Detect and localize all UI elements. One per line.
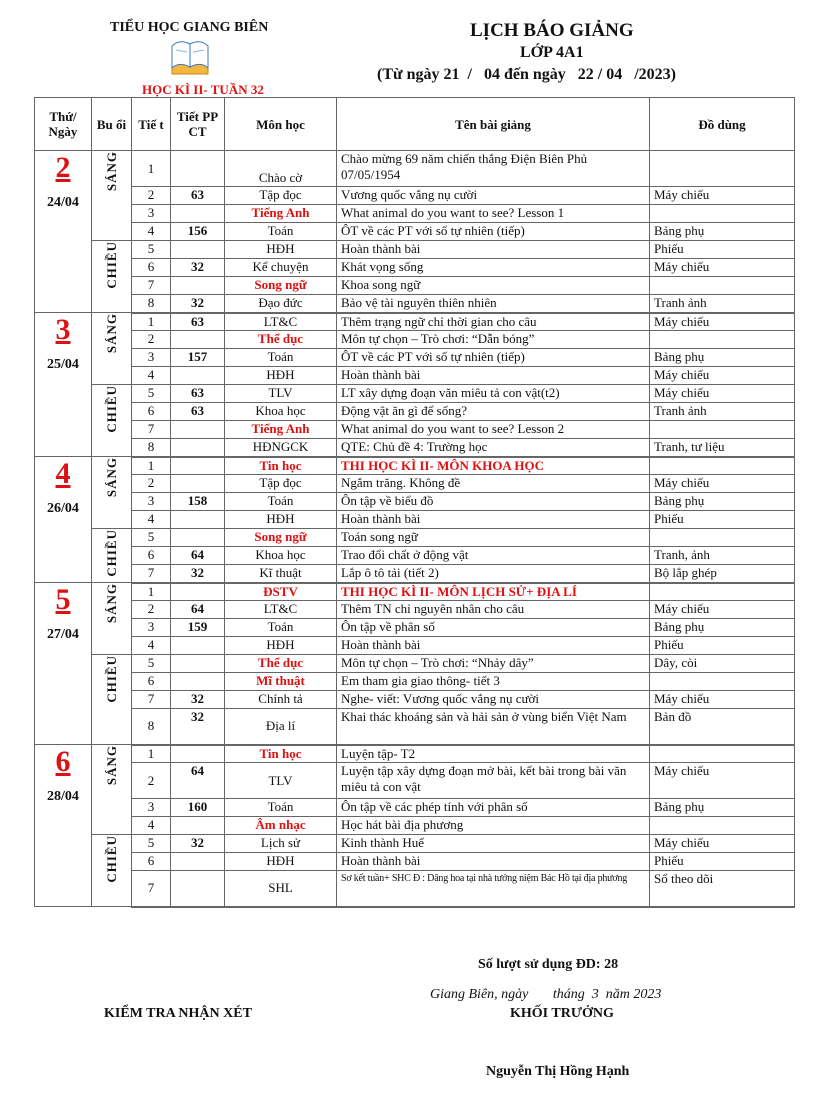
subject-cell: HĐH [225,853,337,871]
session-label: SÁNG [103,313,119,354]
ppct-cell: 32 [171,295,225,313]
lesson-cell: Ngắm trăng. Không đề [337,475,650,493]
session-afternoon [92,241,132,313]
check-label: KIỂM TRA NHẬN XÉT [104,1006,252,1021]
period-cell: 3 [132,493,171,511]
subject-cell: TLV [225,385,337,403]
ppct-cell: 64 [171,547,225,565]
ppct-cell [171,745,225,763]
table-row [35,853,795,871]
subject-cell: HĐNGCK [225,439,337,457]
session-morning [92,457,132,529]
table-row [35,259,795,277]
period-cell: 1 [132,745,171,763]
equipment-cell [650,331,795,349]
ppct-cell [171,439,225,457]
equipment-cell: Tranh, ảnh [650,547,795,565]
class-name: LỚP 4A1 [520,44,584,61]
lesson-cell: Thêm TN chỉ nguyên nhân cho câu [337,601,650,619]
table-row [35,313,795,331]
equipment-cell: Tranh, tư liệu [650,439,795,457]
period-cell: 4 [132,223,171,241]
lesson-cell: Ôn tập về biểu đồ [337,493,650,511]
book-icon [168,38,212,78]
period-cell: 3 [132,205,171,223]
day-date: 27/04 [47,627,79,642]
equipment-cell: Phiếu [650,637,795,655]
period-cell: 2 [132,763,171,799]
ppct-cell: 32 [171,709,225,745]
equipment-cell: Bảng phụ [650,619,795,637]
period-cell: 1 [132,583,171,601]
equipment-cell: Phiếu [650,853,795,871]
period-cell: 1 [132,151,171,187]
table-row [35,277,795,295]
lesson-cell: Hoàn thành bài [337,511,650,529]
period-cell: 5 [132,385,171,403]
ppct-cell: 32 [171,565,225,583]
ppct-cell [171,529,225,547]
lesson-cell: THI HỌC KÌ II- MÔN KHOA HỌC [337,457,650,475]
ppct-cell: 63 [171,187,225,205]
lesson-cell: Khát vọng sống [337,259,650,277]
period-cell: 8 [132,709,171,745]
col-session: Bu ổi [92,98,132,151]
col-lesson: Tên bài giảng [337,98,650,151]
table-row [35,241,795,259]
equipment-cell: Bộ lắp ghép [650,565,795,583]
equipment-cell: Bảng phụ [650,349,795,367]
day-date: 28/04 [47,789,79,804]
equipment-cell: Máy chiếu [650,763,795,799]
subject-cell: Toán [225,223,337,241]
day-date: 26/04 [47,501,79,516]
equipment-cell: Máy chiếu [650,385,795,403]
subject-cell: Tập đọc [225,187,337,205]
ppct-cell [171,673,225,691]
equipment-cell [650,277,795,295]
table-row [35,295,795,313]
equipment-cell: Bảng phụ [650,223,795,241]
lesson-cell: Luyện tập xây dựng đoạn mở bài, kết bài trong bài văn miêu tả con vật [337,763,650,799]
session-afternoon [92,835,132,907]
schedule-table [34,97,795,908]
equipment-cell: Máy chiếu [650,475,795,493]
session-label: CHIỀU [103,385,119,433]
period-cell: 6 [132,259,171,277]
table-row [35,691,795,709]
session-label: CHIỀU [103,655,119,703]
day-cell [35,583,92,745]
session-morning [92,313,132,385]
subject-cell: Tin học [225,745,337,763]
session-label: CHIỀU [103,529,119,577]
subject-cell: Tiếng Anh [225,205,337,223]
equipment-cell: Phiếu [650,241,795,259]
ppct-cell [171,475,225,493]
period-cell: 7 [132,691,171,709]
table-row [35,493,795,511]
day-number: 2 [55,151,71,184]
ppct-cell [171,277,225,295]
day-date: 25/04 [47,357,79,372]
subject-cell: Toán [225,493,337,511]
subject-cell: Song ngữ [225,277,337,295]
signer-name: Nguyễn Thị Hồng Hạnh [486,1064,630,1079]
day-number: 6 [55,745,71,778]
lesson-cell: Bảo vệ tài nguyên thiên nhiên [337,295,650,313]
ppct-cell: 160 [171,799,225,817]
period-cell: 8 [132,439,171,457]
day-cell [35,313,92,457]
ppct-cell: 63 [171,313,225,331]
col-equipment: Đồ dùng [650,98,795,151]
period-cell: 2 [132,331,171,349]
lesson-cell: Thêm trạng ngữ chỉ thời gian cho câu [337,313,650,331]
subject-cell: Toán [225,799,337,817]
lesson-cell: THI HỌC KÌ II- MÔN LỊCH SỬ+ ĐỊA LÍ [337,583,650,601]
day-number: 3 [55,313,71,346]
session-label: SÁNG [103,745,119,786]
session-morning [92,151,132,241]
subject-cell: ĐSTV [225,583,337,601]
subject-cell: Thể dục [225,655,337,673]
equipment-cell: Tranh ảnh [650,295,795,313]
equipment-cell: Máy chiếu [650,259,795,277]
ppct-cell: 64 [171,601,225,619]
subject-cell: Chào cờ [225,151,337,187]
subject-cell: Tập đọc [225,475,337,493]
session-afternoon [92,385,132,457]
lesson-cell: Toán song ngữ [337,529,650,547]
lesson-cell: QTE: Chủ đề 4: Trường học [337,439,650,457]
period-cell: 2 [132,475,171,493]
session-label: SÁNG [103,151,119,192]
session-label: SÁNG [103,457,119,498]
lesson-cell: LT xây dựng đoạn văn miêu tả con vật(t2) [337,385,650,403]
equipment-cell: Máy chiếu [650,601,795,619]
page-title: LỊCH BÁO GIẢNG [470,20,634,41]
lesson-cell: Trao đổi chất ở động vật [337,547,650,565]
table-row [35,205,795,223]
lesson-cell: Khai thác khoáng sản và hải sản ở vùng biển Việt Nam [337,709,650,745]
semester-week: HỌC KÌ II- TUẦN 32 [142,82,264,97]
subject-cell: Toán [225,619,337,637]
equipment-cell [650,583,795,601]
period-cell: 7 [132,421,171,439]
ppct-cell [171,421,225,439]
lesson-cell: Học hát bài địa phương [337,817,650,835]
subject-cell: Tiếng Anh [225,421,337,439]
period-cell: 7 [132,565,171,583]
subject-cell: HĐH [225,241,337,259]
period-cell: 6 [132,547,171,565]
ppct-cell: 32 [171,691,225,709]
ppct-cell [171,331,225,349]
table-row [35,673,795,691]
school-name: TIỂU HỌC GIANG BIÊN [110,20,269,35]
period-cell: 3 [132,349,171,367]
session-afternoon [92,529,132,583]
table-row [35,583,795,601]
equipment-cell [650,817,795,835]
period-cell: 3 [132,799,171,817]
session-morning [92,583,132,655]
ppct-cell [171,637,225,655]
table-row [35,637,795,655]
lesson-cell: Lắp ô tô tải (tiết 2) [337,565,650,583]
table-row [35,403,795,421]
day-cell [35,745,92,907]
lesson-cell: Em tham gia giao thông- tiết 3 [337,673,650,691]
subject-cell: Địa lí [225,709,337,745]
subject-cell: HĐH [225,511,337,529]
lesson-cell: Hoàn thành bài [337,367,650,385]
period-cell: 2 [132,601,171,619]
table-row [35,871,795,907]
table-row [35,835,795,853]
head-label: KHỐI TRƯỞNG [510,1006,614,1021]
ppct-cell [171,367,225,385]
subject-cell: Song ngữ [225,529,337,547]
period-cell: 5 [132,529,171,547]
day-number: 5 [55,583,71,616]
session-label: SÁNG [103,583,119,624]
session-label: CHIỀU [103,241,119,289]
lesson-cell: Sơ kết tuần+ SHC Đ : Dâng hoa tại nhà tưởng niệm Bác Hồ tại địa phương [337,871,650,907]
subject-cell: Lịch sử [225,835,337,853]
subject-cell: Khoa học [225,547,337,565]
period-cell: 4 [132,637,171,655]
ppct-cell: 157 [171,349,225,367]
ppct-cell [171,151,225,187]
lesson-cell: Vương quốc vắng nụ cười [337,187,650,205]
lesson-cell: Khoa song ngữ [337,277,650,295]
session-afternoon [92,655,132,745]
equipment-cell: Dây, còi [650,655,795,673]
day-number: 4 [55,457,71,490]
place-date: Giang Biên, ngày tháng 3 năm 2023 [430,987,662,1002]
equipment-cell: Máy chiếu [650,313,795,331]
lesson-cell: Ôn tập về các phép tính với phân số [337,799,650,817]
period-cell: 7 [132,277,171,295]
table-row [35,331,795,349]
col-day: Thứ/ Ngày [35,98,92,151]
subject-cell: Thể dục [225,331,337,349]
equipment-cell [650,745,795,763]
ppct-cell: 156 [171,223,225,241]
table-row [35,745,795,763]
subject-cell: LT&C [225,601,337,619]
lesson-cell: ÔT về các PT với số tự nhiên (tiếp) [337,349,650,367]
usage-count: Số lượt sử dụng ĐD: 28 [478,957,619,972]
lesson-cell: Hoàn thành bài [337,241,650,259]
table-row [35,547,795,565]
period-cell: 5 [132,835,171,853]
table-row [35,475,795,493]
table-row [35,385,795,403]
table-row [35,799,795,817]
lesson-cell: ÔT về các PT với số tự nhiên (tiếp) [337,223,650,241]
equipment-cell: Máy chiếu [650,691,795,709]
table-row [35,457,795,475]
header-row [35,98,795,151]
equipment-cell: Phiếu [650,511,795,529]
subject-cell: Kĩ thuật [225,565,337,583]
ppct-cell: 64 [171,763,225,799]
equipment-cell: Sổ theo dõi [650,871,795,907]
equipment-cell: Tranh ảnh [650,403,795,421]
equipment-cell: Máy chiếu [650,835,795,853]
equipment-cell: Máy chiếu [650,367,795,385]
day-date: 24/04 [47,195,79,210]
table-row [35,421,795,439]
subject-cell: Mĩ thuật [225,673,337,691]
equipment-cell: Máy chiếu [650,187,795,205]
equipment-cell [650,151,795,187]
ppct-cell [171,853,225,871]
period-cell: 3 [132,619,171,637]
table-row [35,439,795,457]
equipment-cell: Bảng phụ [650,493,795,511]
lesson-cell: What animal do you want to see? Lesson 2 [337,421,650,439]
ppct-cell [171,241,225,259]
table-row [35,817,795,835]
lesson-cell: Kinh thành Huế [337,835,650,853]
ppct-cell [171,655,225,673]
lesson-cell: What animal do you want to see? Lesson 1 [337,205,650,223]
period-cell: 4 [132,367,171,385]
col-period: Tiế t [132,98,171,151]
ppct-cell: 63 [171,403,225,421]
table-row [35,565,795,583]
subject-cell: Âm nhạc [225,817,337,835]
table-row [35,151,795,187]
day-cell [35,457,92,583]
equipment-cell [650,673,795,691]
subject-cell: HĐH [225,367,337,385]
table-row [35,367,795,385]
lesson-cell: Môn tự chọn – Trò chơi: “Nhảy dây” [337,655,650,673]
lesson-cell: Môn tự chọn – Trò chơi: “Dẫn bóng” [337,331,650,349]
table-row [35,511,795,529]
subject-cell: LT&C [225,313,337,331]
day-cell [35,151,92,313]
col-subject: Môn học [225,98,337,151]
ppct-cell [171,205,225,223]
equipment-cell [650,205,795,223]
lesson-cell: Luyện tập- T2 [337,745,650,763]
subject-cell: Tin học [225,457,337,475]
period-cell: 2 [132,187,171,205]
equipment-cell [650,457,795,475]
lesson-cell: Chào mừng 69 năm chiến thắng Điện Biên Phủ 07/05/1954 [337,151,650,187]
equipment-cell: Bản đồ [650,709,795,745]
ppct-cell [171,583,225,601]
table-row [35,619,795,637]
ppct-cell [171,511,225,529]
lesson-cell: Động vật ăn gì để sống? [337,403,650,421]
table-row [35,529,795,547]
subject-cell: Đạo đức [225,295,337,313]
ppct-cell [171,871,225,907]
table-row [35,601,795,619]
subject-cell: Khoa học [225,403,337,421]
ppct-cell: 158 [171,493,225,511]
subject-cell: Kể chuyện [225,259,337,277]
ppct-cell: 32 [171,835,225,853]
period-cell: 1 [132,313,171,331]
period-cell: 6 [132,403,171,421]
lesson-cell: Nghe- viết: Vương quốc vắng nụ cười [337,691,650,709]
lesson-cell: Hoàn thành bài [337,853,650,871]
period-cell: 4 [132,511,171,529]
session-label: CHIỀU [103,835,119,883]
subject-cell: Chính tả [225,691,337,709]
session-morning [92,745,132,835]
table-row [35,709,795,745]
period-cell: 6 [132,853,171,871]
subject-cell: Toán [225,349,337,367]
period-cell: 5 [132,241,171,259]
table-row [35,223,795,241]
period-cell: 8 [132,295,171,313]
period-cell: 4 [132,817,171,835]
period-cell: 5 [132,655,171,673]
subject-cell: TLV [225,763,337,799]
equipment-cell [650,529,795,547]
table-row [35,187,795,205]
table-row [35,763,795,799]
lesson-cell: Hoàn thành bài [337,637,650,655]
ppct-cell: 32 [171,259,225,277]
lesson-cell: Ôn tập về phân số [337,619,650,637]
table-row [35,655,795,673]
period-cell: 6 [132,673,171,691]
ppct-cell: 63 [171,385,225,403]
equipment-cell: Bảng phụ [650,799,795,817]
ppct-cell [171,817,225,835]
ppct-cell [171,457,225,475]
ppct-cell: 159 [171,619,225,637]
col-ppct: Tiết PP CT [171,98,225,151]
subject-cell: SHL [225,871,337,907]
period-cell: 1 [132,457,171,475]
period-cell: 7 [132,871,171,907]
equipment-cell [650,421,795,439]
date-range: (Từ ngày 21 / 04 đến ngày 22 / 04 /2023) [377,66,676,83]
subject-cell: HĐH [225,637,337,655]
table-row [35,349,795,367]
